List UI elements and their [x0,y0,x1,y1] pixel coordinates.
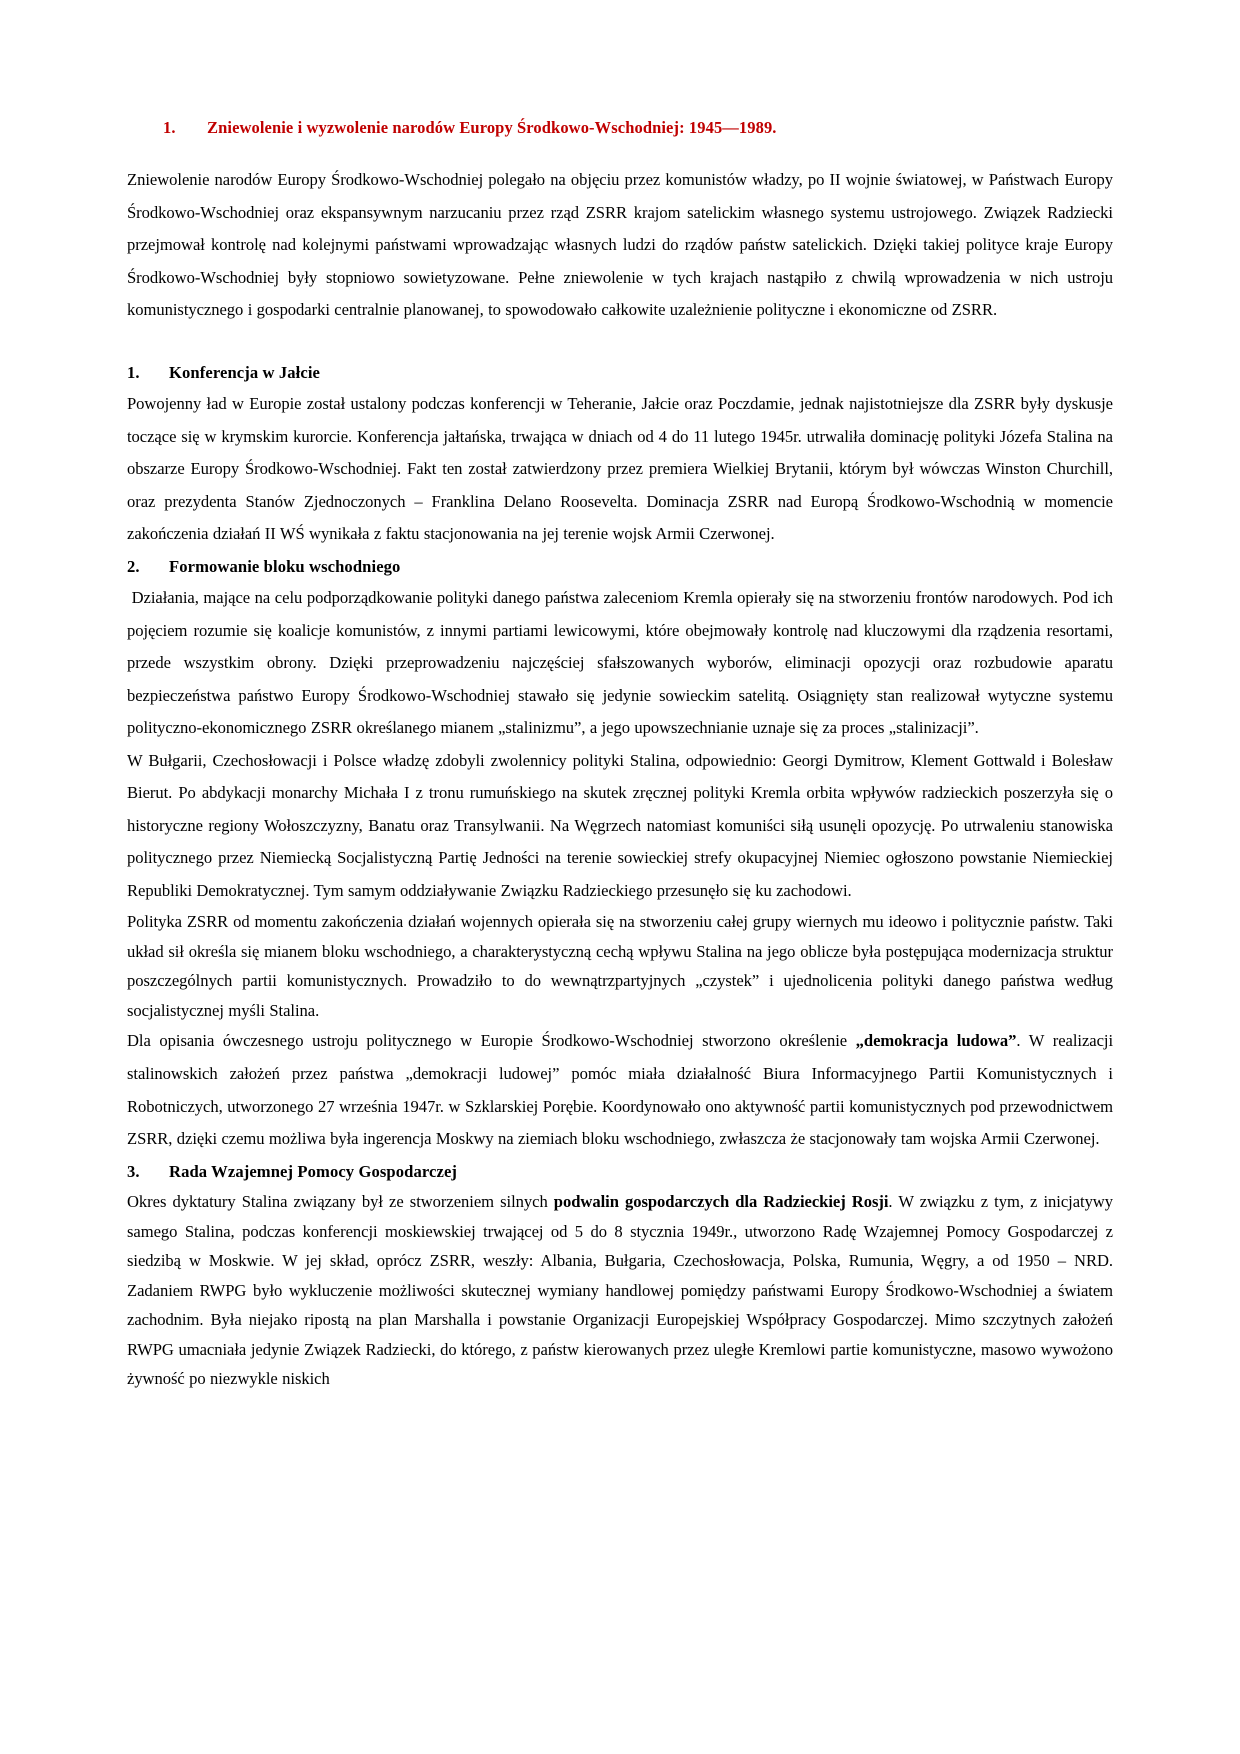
section-heading-3 [127,1156,1113,1188]
section-2-paragraph-2: W Bułgarii, Czechosłowacji i Polsce władzę zdobyli zwolennicy polityki Stalina, odpowiednio: Georgi Dymitrow, Klement Gottwald i Bolesław Bierut. Po abdykacji monarchy Michała I z tronu rumuńskiego na skutek zręcznej polityki Kremla orbita wpływów radzieckich poszerzyła się o historyczne regiony Wołoszczyzny, Banatu oraz Transylwanii. Na Węgrzech natomiast komuniści siłą usunęli opozycję. Po utrwaleniu stanowiska politycznego przez Niemiecką Socjalistyczną Partię Jedności na terenie sowieckiej strefy okupacyjnej Niemiec ogłoszono powstanie Niemieckiej Republiki Demokratycznej. Tym samym oddziaływanie Związku Radzieckiego przesunęło się ku zachodowi. [127,750,1113,900]
section-title-3: Rada Wzajemnej Pomocy Gospodarczej [169,1161,458,1181]
section-2-paragraph-3: Polityka ZSRR od momentu zakończenia działań wojennych opierała się na stworzeniu całej grupy wiernych mu ideowo i politycznie państw. Taki układ sił określa się mianem bloku wschodniego, a charakterystyczną cechą wpływu Stalina na jego oblicze była postępująca modernizacja struktur poszczególnych partii komunistycznych. Prowadziło to do wewnątrzpartyjnych „czystek” i ujednolicenia polityki danego państwa według socjalistycznej myśli Stalina. [127,912,1113,1020]
page-title-number: 1. [163,118,176,137]
section-2-p4-bold: „demokracja ludowa” [855,1031,1017,1051]
section-3-paragraph-1 [127,1187,1113,1394]
section-2-p4-before: Dla opisania ówczesnego ustroju politycznego w Europie Środkowo-Wschodniej stworzono określenie [127,1031,856,1051]
section-2-p4-after: . W realizacji stalinowskich założeń przez państwa „demokracji ludowej” pomóc miała działalność Biura Informacyjnego Partii Komunistycznych i Robotniczych, utworzonego 27 września 1947r. w Szklarskiej Porębie. Koordynowało ono aktywność partii komunistycznych pod przewodnictwem ZSRR, dzięki czemu możliwa była ingerencja Moskwy na ziemiach bloku wschodniego, zwłaszcza że stacjonowały tam wojska Armii Czerwonej. [127,1031,1114,1149]
page-title-text: Zniewolenie i wyzwolenie narodów Europy Środkowo-Wschodniej: 1945—1989. [207,118,777,137]
section-3-p1-after: . W związku z tym, z inicjatywy samego Stalina, podczas konferencji moskiewskiej trwającej od 5 do 8 stycznia 1949r., utworzono Radę Wzajemnej Pomocy Gospodarczej z siedzibą w Moskwie. W jej skład, oprócz ZSRR, weszły: Albania, Bułgaria, Czechosłowacja, Polska, Rumunia, Węgry, a od 1950 – NRD. Zadaniem RWPG było wykluczenie możliwości skutecznej wymiany handlowej pomiędzy państwami Europy Środkowo-Wschodniej a światem zachodnim. Była niejako ripostą na plan Marshalla i powstanie Organizacji Europejskiej Współpracy Gospodarczej. Mimo szczytnych założeń RWPG umacniała jedynie Związek Radziecki, do którego, z państw kierowanych przez uległe Kremlowi partie komunistyczne, masowo wywożono żywność po niezwykle niskich [127,1192,1113,1389]
section-2-paragraph-1: Działania, mające na celu podporządkowanie polityki danego państwa zaleceniom Kremla opierały się na stworzeniu frontów narodowych. Pod ich pojęciem rozumie się koalicje komunistów, z innymi partiami lewicowymi, które obejmowały kontrolę nad kluczowymi dla rządzenia resortami, przede wszystkim obrony. Dzięki przeprowadzeniu najczęściej sfałszowanych wyborów, eliminacji opozycji oraz rozbudowie aparatu bezpieczeństwa państwo Europy Środkowo-Wschodniej stawało się jedynie sowieckim satelitą. Osiągnięty stan realizował wytyczne systemu polityczno-ekonomicznego ZSRR określanego mianem „stalinizmu”, a jego upowszechnianie uznaje się za proces „stalinizacji”. [127,588,1113,738]
section-title-1: Konferencja w Jałcie [169,362,320,382]
intro-paragraph: Zniewolenie narodów Europy Środkowo-Wschodniej polegało na objęciu przez komunistów władzy, po II wojnie światowej, w Państwach Europy Środkowo-Wschodniej oraz ekspansywnym narzucaniu przez rząd ZSRR krajom satelickim własnego systemu ustrojowego. Związek Radziecki przejmował kontrolę nad kolejnymi państwami wprowadzając własnych ludzi do rządów państw satelickich. Dzięki takiej polityce kraje Europy Środkowo-Wschodniej były stopniowo sowietyzowane. Pełne zniewolenie w tych krajach nastąpiło z chwilą wprowadzenia w nich ustroju komunistycznego i gospodarki centralnie planowanej, to spowodowało całkowite uzależnienie polityczne i ekonomiczne od ZSRR. [127,170,1113,320]
section-title-2: Formowanie bloku wschodniego [169,556,401,576]
section-heading-1 [127,357,1113,389]
section-1-paragraph-1: Powojenny ład w Europie został ustalony podczas konferencji w Teheranie, Jałcie oraz Poczdamie, jednak najistotniejsze dla ZSRR były dyskusje toczące się w krymskim kurorcie. Konferencja jałtańska, trwająca w dniach od 4 do 11 lutego 1945r. utrwaliła dominację polityki Józefa Stalina na obszarze Europy Środkowo-Wschodniej. Fakt ten został zatwierdzony przez premiera Wielkiej Brytanii, którym był wówczas Winston Churchill, oraz prezydenta Stanów Zjednoczonych – Franklina Delano Roosevelta. Dominacja ZSRR nad Europą Środkowo-Wschodnią w momencie zakończenia działań II WŚ wynikała z faktu stacjonowania na jej terenie wojsk Armii Czerwonej. [127,394,1113,544]
section-number-2: 2. [127,556,140,576]
section-number-1: 1. [127,362,140,382]
section-heading-2 [127,551,1113,583]
document-body [127,118,1113,1394]
section-3-p1-bold: podwalin gospodarczych dla Radzieckiej Rosji [553,1192,889,1212]
section-2-paragraph-4 [127,1025,1113,1155]
page-title [127,118,1113,138]
section-number-3: 3. [127,1161,140,1181]
section-3-p1-before: Okres dyktatury Stalina związany był ze stworzeniem silnych [127,1192,554,1212]
